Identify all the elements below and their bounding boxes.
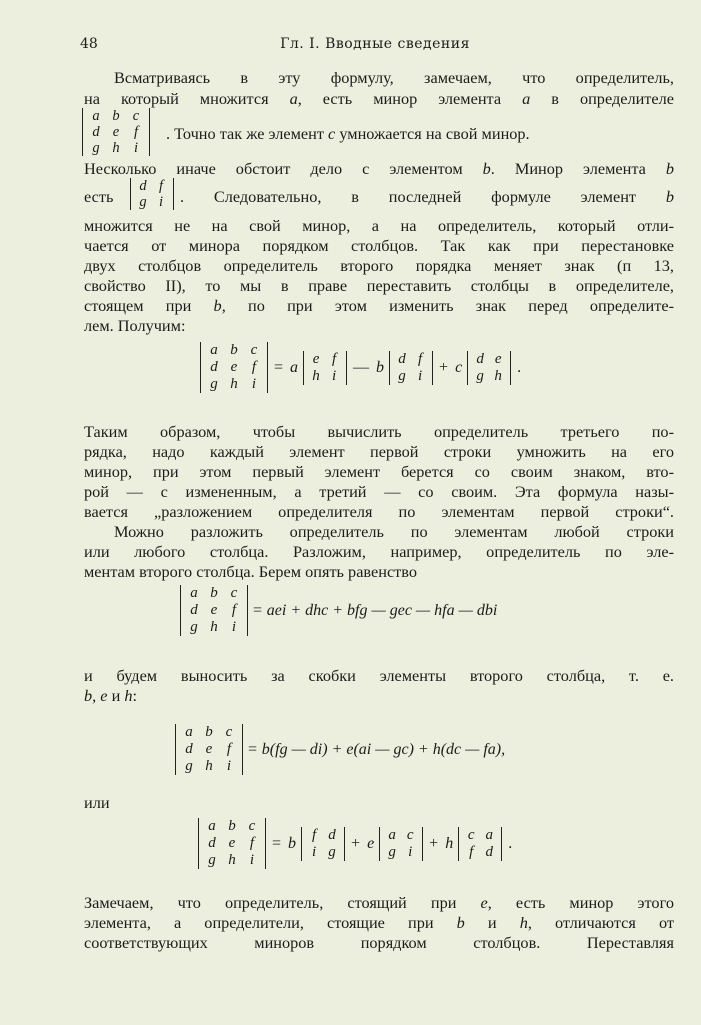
text-line: . Следовательно, в последней формуле элемент b [180,187,674,206]
text-line: ментам второго столбца. Берем опять равенство [84,562,418,581]
formula-second-column-expansion: a b c d e f g h i = b f d i g + e a c g i + h c a f d . [198,818,514,869]
text-line: . Точно так же элемент c умножается на свой минор. [166,124,530,143]
text-line: соответствующих миноров порядком столбцов. Переставляя [84,933,674,952]
text-line: двух столбцов определитель второго порядка меняет знак (п 13, [84,256,674,275]
inline-determinant-b-minor [130,178,174,210]
text-line: b, e и h: [84,686,138,705]
text-line: множится не на свой минор, а на определитель, который отли- [84,216,674,235]
matrix-3x3: a b c d e f g h i [200,342,268,393]
text-line: минор, при этом первый элемент берется со своим знаком, вто- [84,462,674,481]
text-line: Можно разложить определитель по элементам любой строки [114,522,674,541]
formula-grouped-second-column: a b c d e f g h i = b(fg — di) + e(ai — gc) + h(dc — fa), [175,724,505,775]
matrix-3x3: a b c d e f g h i [175,724,243,775]
text-line: или любого столбца. Разложим, например, определитель по эле- [84,542,674,561]
matrix-2x2: c a f d [458,827,502,861]
text-line: рой — с измененным, а третий — со своим. Эта формула назы- [84,482,674,501]
page-header [80,36,670,58]
text-line: и будем выносить за скобки элементы второго столбца, т. е. [84,666,674,685]
inline-determinant-3x3 [82,108,150,156]
formula-first-row-expansion: a b c d e f g h i = a e f h i — b d f g i + c d e g h . [200,342,523,393]
text-line: стоящем при b, по при этом изменить знак перед определите- [84,296,674,315]
matrix-2x2: d e g h [467,351,511,385]
text-line: или [84,793,110,812]
matrix-2x2: a c g i [379,827,423,861]
text-line: Всматриваясь в эту формулу, замечаем, что определитель, [114,68,674,87]
matrix-2x2: e f h i [303,351,347,385]
matrix-3x3: a b c d e f g h i [198,818,266,869]
text-line: есть [84,187,114,206]
matrix-3x3: a b c d e f g h i [180,585,248,636]
text-line: вается „разложением определителя по элементам первой строки“. [84,502,674,521]
matrix-2x2: d f g i [130,178,174,210]
matrix-2x2: d f g i [389,351,433,385]
matrix-2x2: f d i g [301,827,345,861]
matrix-3x3: a b c d e f g h i [82,108,150,156]
text-line: Таким образом, чтобы вычислить определитель третьего по- [84,422,674,441]
text-line: лем. Получим: [84,316,186,335]
text-line: на который множится a, есть минор элемента a в определителе [84,89,674,108]
running-title: Гл. I. Вводные сведения [280,36,470,52]
text-line: чается от минора порядком столбцов. Так как при перестановке [84,236,674,255]
text-line: Несколько иначе обстоит дело с элементом b. Минор элемента b [84,159,674,178]
text-line: элемента, а определители, стоящие при b и h, отличаются от [84,913,674,932]
text-line: рядка, надо каждый элемент первой строки умножить на его [84,442,674,461]
text-line: Замечаем, что определитель, стоящий при e, есть минор этого [84,893,674,912]
text-line: свойство II), то мы в праве переставить столбцы в определителе, [84,276,674,295]
page-number: 48 [80,36,98,52]
formula-full-expansion: a b c d e f g h i = aei + dhc + bfg — gec — hfa — dbi [180,585,497,636]
